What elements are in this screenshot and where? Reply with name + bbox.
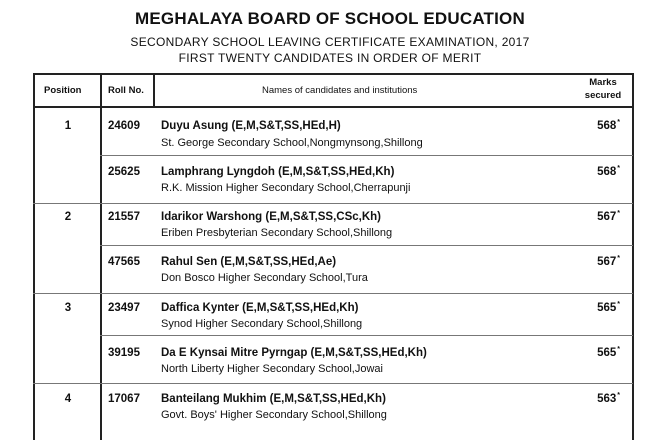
row-5-roll: 23497 xyxy=(108,302,140,314)
group-separator-3 xyxy=(33,383,633,384)
marks-header-line1: Marks xyxy=(589,77,617,88)
row-2-school: R.K. Mission Higher Secondary School,Cherrapunji xyxy=(161,182,411,194)
board-title: MEGHALAYA BOARD OF SCHOOL EDUCATION xyxy=(135,10,525,28)
row-1-candidate: Duyu Asung (E,M,S&T,SS,HEd,H) xyxy=(161,120,341,132)
row-5-position: 3 xyxy=(64,302,72,314)
row-4-marks-flag: * xyxy=(617,255,620,262)
row-separator-2 xyxy=(100,245,633,246)
row-3-position: 2 xyxy=(64,211,72,223)
list-title: FIRST TWENTY CANDIDATES IN ORDER OF MERIT xyxy=(178,51,482,65)
row-6-marks-flag: * xyxy=(617,346,620,353)
row-7-position: 4 xyxy=(64,393,72,405)
table-right-border xyxy=(632,73,634,440)
column-divider-roll-header xyxy=(153,73,155,107)
row-5-marks xyxy=(560,302,620,314)
row-3-marks-value: 567 xyxy=(597,211,617,223)
row-2-marks xyxy=(560,166,620,178)
column-header-names: Names of candidates and institutions xyxy=(262,85,418,96)
group-separator-1 xyxy=(33,203,633,204)
row-1-marks xyxy=(560,120,620,132)
header-bottom-rule xyxy=(33,106,633,108)
row-2-marks-value: 568 xyxy=(597,166,617,178)
exam-title: SECONDARY SCHOOL LEAVING CERTIFICATE EXAMINATION, 2017 xyxy=(130,35,530,49)
row-3-school: Eriben Presbyterian Secondary School,Shillong xyxy=(161,227,393,239)
row-4-marks-value: 567 xyxy=(597,256,617,268)
row-4-school: Don Bosco Higher Secondary School,Tura xyxy=(161,272,368,284)
column-divider-position xyxy=(100,73,102,440)
row-7-roll: 17067 xyxy=(108,393,140,405)
marks-header-line2: secured xyxy=(584,90,622,101)
row-1-position: 1 xyxy=(64,120,72,132)
row-5-marks-value: 565 xyxy=(597,302,617,314)
row-3-candidate: Idarikor Warshong (E,M,S&T,SS,CSc,Kh) xyxy=(161,211,382,223)
table-top-rule xyxy=(33,73,633,75)
row-6-marks-value: 565 xyxy=(597,347,617,359)
row-6-roll: 39195 xyxy=(108,347,140,359)
row-7-marks-flag: * xyxy=(617,392,620,399)
row-2-marks-flag: * xyxy=(617,165,620,172)
row-3-marks-flag: * xyxy=(617,210,620,217)
row-4-marks xyxy=(560,256,620,268)
row-1-marks-value: 568 xyxy=(597,120,617,132)
row-separator-3 xyxy=(100,335,633,336)
row-1-roll: 24609 xyxy=(108,120,140,132)
row-5-candidate: Daffica Kynter (E,M,S&T,SS,HEd,Kh) xyxy=(161,302,359,314)
row-6-candidate: Da E Kynsai Mitre Pyrngap (E,M,S&T,SS,HEd,Kh) xyxy=(161,347,427,359)
table-left-border xyxy=(33,73,35,440)
row-5-school: Synod Higher Secondary School,Shillong xyxy=(161,318,363,330)
row-7-candidate: Banteilang Mukhim (E,M,S&T,SS,HEd,Kh) xyxy=(161,393,386,405)
row-1-marks-flag: * xyxy=(617,119,620,126)
row-2-candidate: Lamphrang Lyngdoh (E,M,S&T,SS,HEd,Kh) xyxy=(161,166,395,178)
row-5-marks-flag: * xyxy=(617,301,620,308)
row-7-marks xyxy=(560,393,620,405)
row-3-marks xyxy=(560,211,620,223)
group-separator-2 xyxy=(33,293,633,294)
row-4-roll: 47565 xyxy=(108,256,140,268)
row-7-school: Govt. Boys' Higher Secondary School,Shillong xyxy=(161,409,387,421)
column-header-position: Position xyxy=(44,85,82,96)
row-4-candidate: Rahul Sen (E,M,S&T,SS,HEd,Ae) xyxy=(161,256,337,268)
row-6-school: North Liberty Higher Secondary School,Jowai xyxy=(161,363,383,375)
row-6-marks xyxy=(560,347,620,359)
row-separator-1 xyxy=(100,155,633,156)
column-header-roll: Roll No. xyxy=(108,85,144,96)
row-1-school: St. George Secondary School,Nongmynsong,Shillong xyxy=(161,137,423,149)
row-2-roll: 25625 xyxy=(108,166,140,178)
row-7-marks-value: 563 xyxy=(597,393,617,405)
column-header-marks xyxy=(578,76,628,102)
row-3-roll: 21557 xyxy=(108,211,140,223)
